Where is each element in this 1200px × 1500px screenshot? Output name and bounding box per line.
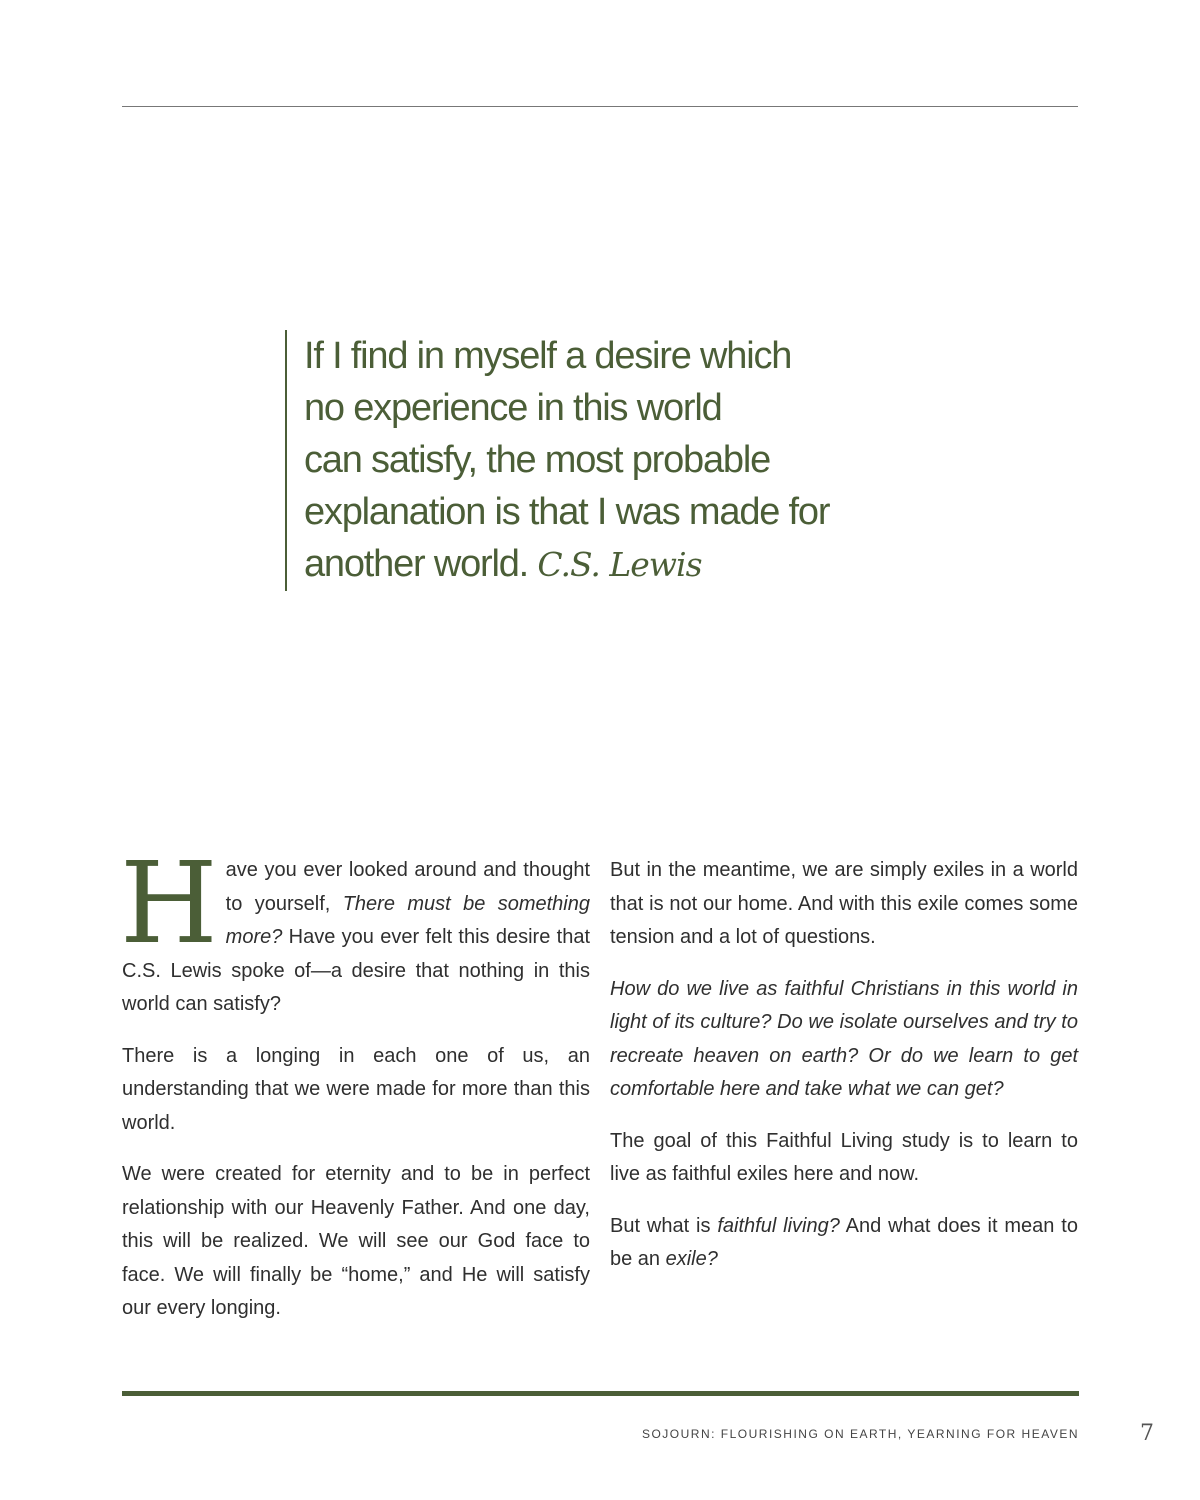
italic-text: How do we live as faithful Christians in this world in light of its culture? Do we isolate ourselves and try to recreate heaven on earth? Or do we learn to get comfortable here and take what we can get? xyxy=(610,977,1078,1100)
top-divider xyxy=(122,106,1078,107)
quote-author: C.S. Lewis xyxy=(537,545,702,584)
quote-line: another world. xyxy=(304,543,529,585)
paragraph: The goal of this Faithful Living study is to learn to live as faithful exiles here and now. xyxy=(610,1129,1078,1185)
footer-title: SOJOURN: FLOURISHING ON EARTH, YEARNING FOR HEAVEN xyxy=(641,1427,1079,1441)
quote-line: If I find in myself a desire which xyxy=(304,335,792,377)
italic-text: exile? xyxy=(665,1248,718,1270)
paragraph: But in the meantime, we are simply exiles in a world that is not our home. And with this exile comes some tension and a lot of questions. xyxy=(610,859,1078,948)
page-number: 7 xyxy=(1140,1421,1154,1446)
right-column xyxy=(610,854,1078,1295)
quote-line: no experience in this world xyxy=(304,387,722,429)
italic-text: faithful living? xyxy=(717,1214,840,1237)
paragraph: There is a longing in each one of us, an understanding that we were made for more than this world. xyxy=(122,1044,590,1134)
left-column xyxy=(120,839,590,1344)
paragraph xyxy=(120,839,590,1022)
paragraph xyxy=(610,1210,1078,1277)
text: And what does it mean to be an xyxy=(610,1214,1078,1270)
quote-line: explanation is that I was made for xyxy=(304,491,830,533)
quote-line: can satisfy, the most probable xyxy=(304,439,770,481)
text: ave you ever looked around and thought to yourself, xyxy=(225,859,590,915)
text: Have you ever felt this desire that C.S. Lewis spoke of—a desire that nothing in this world can satisfy? xyxy=(122,926,590,1015)
bottom-divider xyxy=(122,1391,1079,1396)
drop-cap: H xyxy=(120,839,218,969)
text: But what is xyxy=(610,1214,718,1237)
quote-text xyxy=(304,330,904,591)
paragraph: We were created for eternity and to be in perfect relationship with our Heavenly Father. And one day, this will be realized. We will see our God face to face. We will finally be “home,” and He will satisfy our every longing. xyxy=(122,1163,590,1319)
pull-quote xyxy=(285,330,904,591)
italic-text: There must be something more? xyxy=(225,892,590,948)
paragraph-italic xyxy=(610,973,1078,1107)
